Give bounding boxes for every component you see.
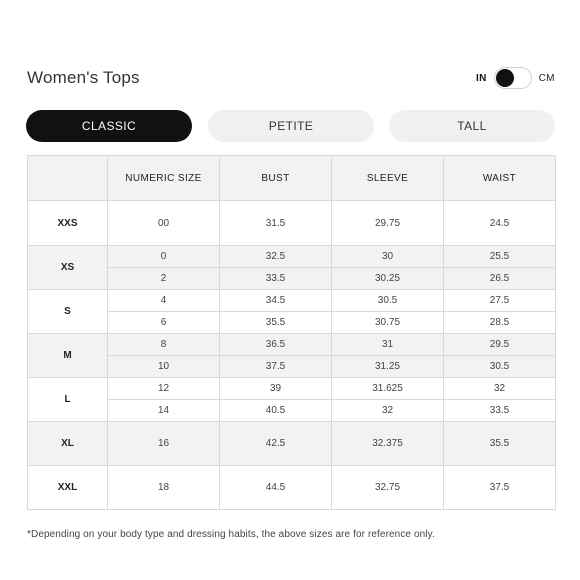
unit-toggle <box>476 67 555 89</box>
cell-sleeve: 32.375 <box>332 422 444 466</box>
cell-numeric: 14 <box>108 400 220 422</box>
table-header-row <box>28 156 556 201</box>
cell-bust: 39 <box>220 378 332 400</box>
cell-bust: 32.5 <box>220 246 332 268</box>
cell-numeric: 0 <box>108 246 220 268</box>
table-row <box>28 422 556 466</box>
size-label: XXL <box>28 466 108 510</box>
cell-sleeve: 31.25 <box>332 356 444 378</box>
size-label: XS <box>28 246 108 290</box>
cell-waist: 32 <box>444 378 556 400</box>
cell-bust: 36.5 <box>220 334 332 356</box>
cell-bust: 37.5 <box>220 356 332 378</box>
cell-numeric: 00 <box>108 201 220 246</box>
size-label: XL <box>28 422 108 466</box>
cell-bust: 40.5 <box>220 400 332 422</box>
header-waist: WAIST <box>444 156 556 201</box>
size-label: S <box>28 290 108 334</box>
cell-sleeve: 32 <box>332 400 444 422</box>
cell-numeric: 2 <box>108 268 220 290</box>
cell-numeric: 10 <box>108 356 220 378</box>
table-row <box>28 312 556 334</box>
cell-sleeve: 31.625 <box>332 378 444 400</box>
cell-bust: 34.5 <box>220 290 332 312</box>
size-label: L <box>28 378 108 422</box>
table-row <box>28 466 556 510</box>
cell-bust: 33.5 <box>220 268 332 290</box>
cell-waist: 30.5 <box>444 356 556 378</box>
cell-waist: 26.5 <box>444 268 556 290</box>
table-row <box>28 356 556 378</box>
unit-switch-knob[interactable] <box>496 69 514 87</box>
size-chart-table <box>27 155 556 510</box>
cell-numeric: 12 <box>108 378 220 400</box>
cell-waist: 28.5 <box>444 312 556 334</box>
tab-tall[interactable]: TALL <box>389 110 555 142</box>
unit-label-cm[interactable]: CM <box>538 72 555 84</box>
table-row <box>28 268 556 290</box>
table-row <box>28 400 556 422</box>
size-label: M <box>28 334 108 378</box>
cell-waist: 24.5 <box>444 201 556 246</box>
cell-sleeve: 32.75 <box>332 466 444 510</box>
cell-sleeve: 30.5 <box>332 290 444 312</box>
unit-switch[interactable] <box>494 67 532 89</box>
cell-bust: 42.5 <box>220 422 332 466</box>
header-size <box>28 156 108 201</box>
tab-classic[interactable]: CLASSIC <box>26 110 192 142</box>
cell-waist: 37.5 <box>444 466 556 510</box>
cell-sleeve: 31 <box>332 334 444 356</box>
cell-bust: 31.5 <box>220 201 332 246</box>
cell-sleeve: 30.25 <box>332 268 444 290</box>
page-title: Women's Tops <box>27 68 140 87</box>
tab-petite[interactable]: PETITE <box>208 110 374 142</box>
cell-bust: 44.5 <box>220 466 332 510</box>
cell-waist: 35.5 <box>444 422 556 466</box>
cell-numeric: 16 <box>108 422 220 466</box>
cell-waist: 27.5 <box>444 290 556 312</box>
cell-sleeve: 29.75 <box>332 201 444 246</box>
footnote: *Depending on your body type and dressing habits, the above sizes are for reference only. <box>27 529 435 540</box>
cell-numeric: 4 <box>108 290 220 312</box>
table-row <box>28 290 556 312</box>
header-bust: BUST <box>220 156 332 201</box>
table-row <box>28 201 556 246</box>
cell-numeric: 8 <box>108 334 220 356</box>
cell-numeric: 6 <box>108 312 220 334</box>
cell-waist: 33.5 <box>444 400 556 422</box>
cell-numeric: 18 <box>108 466 220 510</box>
cell-waist: 25.5 <box>444 246 556 268</box>
fit-tabs <box>26 110 555 142</box>
header-sleeve: SLEEVE <box>332 156 444 201</box>
unit-label-in[interactable]: IN <box>476 72 487 84</box>
size-label: XXS <box>28 201 108 246</box>
cell-waist: 29.5 <box>444 334 556 356</box>
cell-bust: 35.5 <box>220 312 332 334</box>
cell-sleeve: 30 <box>332 246 444 268</box>
header-numeric-size: NUMERIC SIZE <box>108 156 220 201</box>
cell-sleeve: 30.75 <box>332 312 444 334</box>
table-row <box>28 378 556 400</box>
table-row <box>28 246 556 268</box>
table-row <box>28 334 556 356</box>
